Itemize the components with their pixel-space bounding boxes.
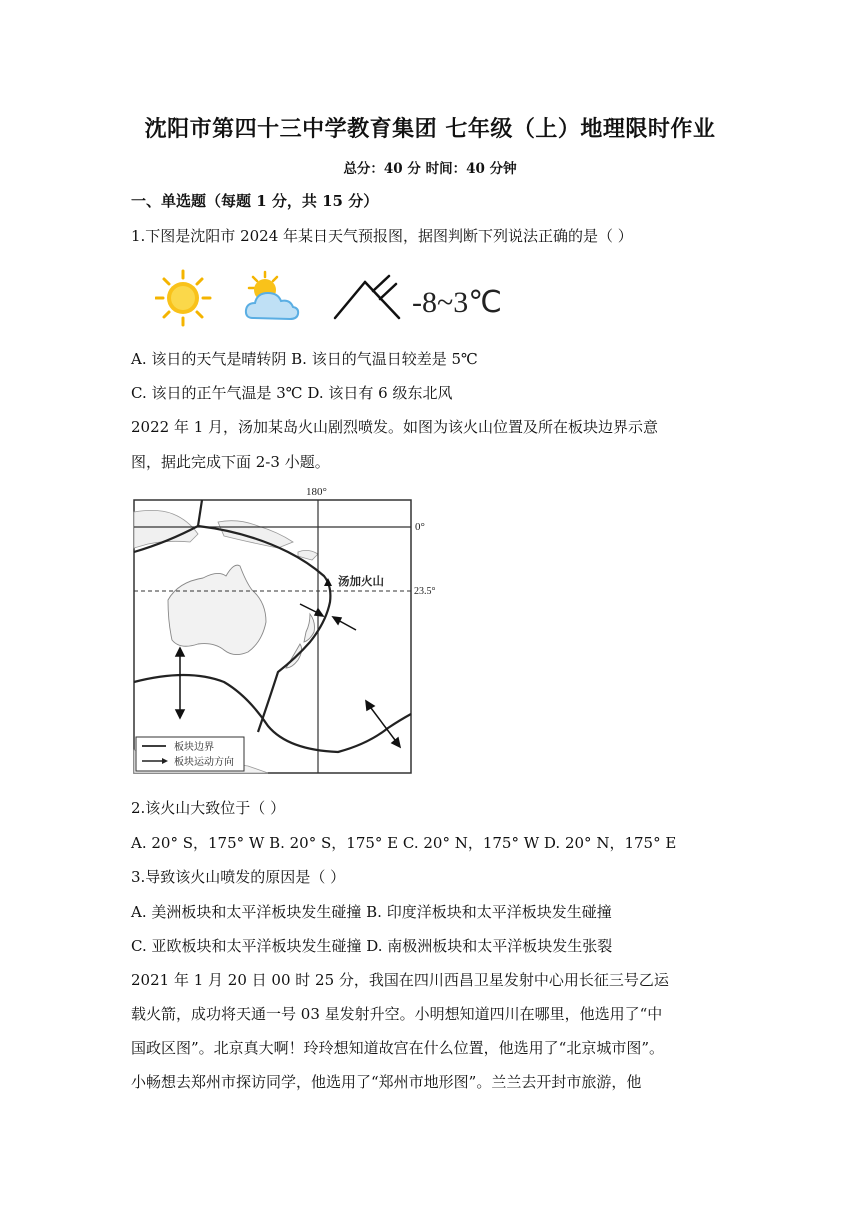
passage-2-line-2: 载火箭，成功将天通一号 03 星发射升空。小明想知道四川在哪里，他选用了“中 — [131, 1005, 663, 1023]
question-1-options-cd: C. 该日的正午气温是 3℃ D. 该日有 6 级东北风 — [131, 384, 453, 402]
question-1-stem: 1.下图是沈阳市 2024 年某日天气预报图，据图判断下列说法正确的是（ ） — [131, 227, 633, 245]
wind-barb-icon — [335, 276, 399, 318]
question-2-stem: 2.该火山大致位于（ ） — [131, 799, 286, 817]
passage-1-line-2: 图，据此完成下面 2-3 小题。 — [131, 453, 330, 471]
passage-2-line-3: 国政区图”。北京真大啊！玲玲想知道故宫在什么位置，他选用了“北京城市图”。 — [131, 1039, 665, 1057]
question-3-stem: 3.导致该火山喷发的原因是（ ） — [131, 868, 346, 886]
longitude-label: 180° — [306, 486, 327, 498]
passage-1-line-1: 2022 年 1 月，汤加某岛火山剧烈喷发。如图为该火山位置及所在板块边界示意 — [131, 418, 659, 436]
section-heading: 一、单选题（每题 1 分，共 15 分） — [131, 192, 379, 210]
legend-motion-label: 板块运动方向 — [174, 757, 234, 768]
weather-forecast-figure — [155, 268, 525, 330]
temperature-range: -8~3℃ — [412, 286, 502, 319]
partly-cloudy-icon — [246, 272, 298, 319]
page-subtitle: 总分：40 分 时间：40 分钟 — [343, 161, 517, 177]
volcano-label: 汤加火山 — [338, 574, 384, 588]
question-3-options-cd: C. 亚欧板块和太平洋板块发生碰撞 D. 南极洲板块和太平洋板块发生张裂 — [131, 937, 613, 955]
question-3-options-ab: A. 美洲板块和太平洋板块发生碰撞 B. 印度洋板块和太平洋板块发生碰撞 — [131, 903, 612, 921]
passage-2-line-4: 小畅想去郑州市探访同学，他选用了“郑州市地形图”。兰兰去开封市旅游，他 — [131, 1073, 642, 1091]
sun-icon — [156, 271, 210, 325]
plate-boundary-map — [128, 482, 448, 782]
equator-label: 0° — [415, 521, 425, 533]
tropic-label: 23.5° — [414, 586, 436, 597]
question-2-options: A. 20° S，175° W B. 20° S，175° E C. 20° N，175° W D. 20° N，175° E — [131, 834, 677, 852]
question-1-options-ab: A. 该日的天气是晴转阴 B. 该日的气温日较差是 5℃ — [131, 350, 478, 368]
legend-boundary-label: 板块边界 — [174, 742, 214, 753]
passage-2-line-1: 2021 年 1 月 20 日 00 时 25 分，我国在四川西昌卫星发射中心用长征三号乙运 — [131, 971, 669, 989]
page-title: 沈阳市第四十三中学教育集团 七年级（上）地理限时作业 — [144, 116, 716, 142]
